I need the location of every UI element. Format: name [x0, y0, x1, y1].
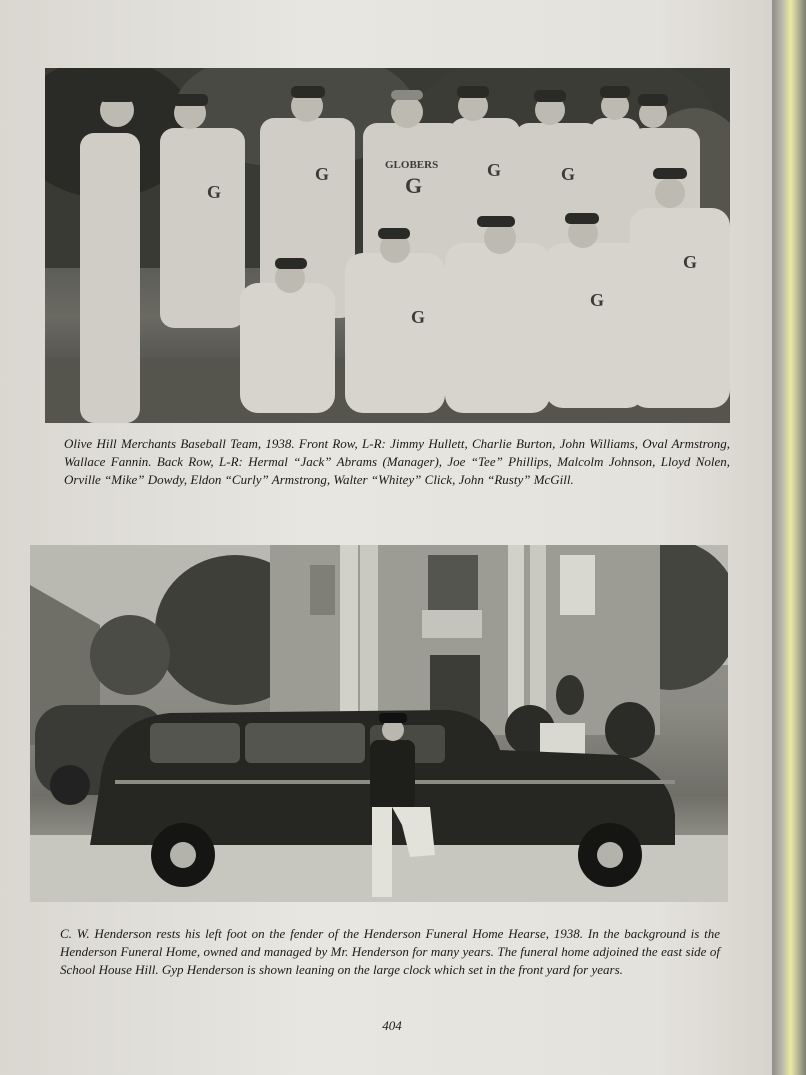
- jersey-lettering: GLOBERS: [385, 159, 439, 171]
- baseball-team-photo: [45, 68, 730, 423]
- svg-text:G: G: [207, 182, 222, 202]
- svg-text:G: G: [315, 164, 330, 184]
- baseball-team-illustration: [45, 68, 730, 423]
- hearse-photo-caption: C. W. Henderson rests his left foot on the fender of the Henderson Funeral Home Hearse, 1938. In the background is the Henderson Funeral Home, owned and managed by Mr. Henderson for many years. The funeral home adjoined the east side of School House Hill. Gyp Henderson is shown leaning on the large clock which set in the front yard for years.: [60, 926, 720, 977]
- funeral-home-hearse-photo: [30, 545, 728, 902]
- svg-text:G: G: [487, 160, 502, 180]
- svg-text:G: G: [590, 290, 605, 310]
- hearse-illustration: [30, 545, 728, 902]
- book-spine-edge: [772, 0, 806, 1075]
- svg-text:G: G: [405, 173, 423, 198]
- svg-text:G: G: [561, 164, 576, 184]
- page-number: 404: [382, 1018, 402, 1033]
- svg-text:G: G: [683, 252, 698, 272]
- svg-text:G: G: [411, 307, 426, 327]
- baseball-photo-caption: Olive Hill Merchants Baseball Team, 1938. Front Row, L-R: Jimmy Hullett, Charlie Burton, John Williams, Oval Armstrong, Wallace Fannin. Back Row, L-R: Hermal “Jack” Abrams (Manager), Joe “Tee” Phillips, Malcolm Johnson, Lloyd Nolen, Orville “Mike” Dowdy, Eldon “Curly” Armstrong, Walter “Whitey” Click, John “Rusty” McGill.: [64, 436, 730, 487]
